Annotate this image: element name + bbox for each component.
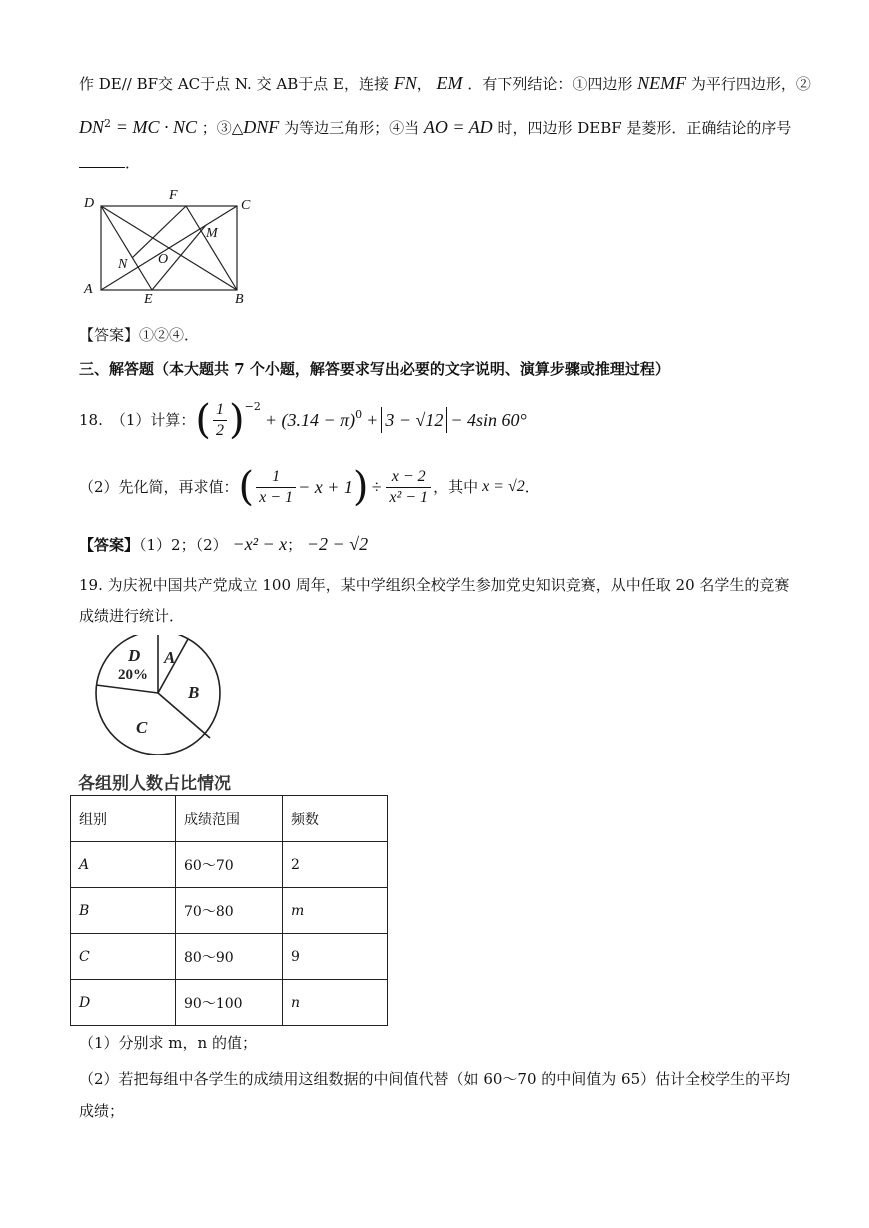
pie-label-a: A [164,648,176,667]
frac-half [213,400,227,441]
table-row [71,934,388,980]
label-f: F [169,188,178,203]
table-row [71,888,388,934]
label-o: O [158,252,169,267]
table-header: 频数 [283,796,388,842]
q17-answer: 【答案】①②④． [79,326,200,344]
q18-answer-sep: ； [287,536,303,554]
table-cell: m [283,888,388,934]
frac-half-num: 1 [213,400,227,421]
q19-sub2b: 成绩； [79,1102,125,1120]
pie-title: 各组别人数占比情况 [78,774,231,794]
q18-answer-label: 【答案】 [79,536,140,554]
answer-blank [79,153,125,168]
q18-part1 [79,396,527,444]
pie-label-d: D [128,646,141,665]
table-cell: B [71,888,176,934]
paren-close: ) [229,397,245,443]
frac-2-num: x − 2 [386,467,431,488]
exp-neg2: −2 [244,400,261,413]
label-d: D [84,196,95,211]
table-row [71,842,388,888]
q17-eq-rhs: = MC · NC [115,117,197,137]
q17-dnf: DNF [243,117,280,137]
q18-mid: − x + 1 [298,477,353,497]
table-cell: 2 [283,842,388,888]
table-cell: 60～70 [176,842,283,888]
pie-line-c-d [96,685,158,693]
table-cell: n [283,980,388,1026]
q17-line1 [79,72,811,95]
q18-term2: + (3.14 − π) [264,410,356,430]
table-header: 组别 [71,796,176,842]
q18-answer [79,533,368,556]
label-m: M [206,226,218,241]
q17-text-c: 为平行四边形，② [690,75,811,93]
q17-blank-end: ． [125,154,141,172]
table-cell: 80～90 [176,934,283,980]
q17-text-e: 为等边三角形；④当 [284,119,420,137]
section-3-heading: 三、解答题（本大题共 7 个小题，解答要求写出必要的文字说明、演算步骤或推理过程） [79,360,670,378]
q17-eq-sup: 2 [104,117,112,130]
table-cell: 90～100 [176,980,283,1026]
table-cell: D [71,980,176,1026]
pie-label-b: B [188,683,200,702]
q17-nemf: NEMF [637,73,687,93]
q17-ao-ad: AO = AD [423,117,493,137]
label-b: B [235,292,244,307]
paren-open-2: ( [238,464,255,510]
q17-fn: FN [393,73,417,93]
q19-sub1: （1）分别求 m，n 的值； [79,1034,257,1052]
q17-text-b: ．有下列结论：①四边形 [467,75,633,93]
table-cell: 9 [283,934,388,980]
q18-p1-prefix: （1）计算： [110,411,196,429]
q18-period: ． [524,478,540,496]
table-cell: A [71,842,176,888]
label-c: C [241,198,251,213]
pie-line-b-c [158,693,210,738]
table-cell: C [71,934,176,980]
q18-term4: − 4sin 60° [450,410,527,430]
seg-de [101,206,152,290]
q19-sub2a: （2）若把每组中各学生的成绩用这组数据的中间值代替（如 60～70 的中间值为 65）估计全校学生的平均 [79,1070,791,1088]
frac-2-den: x² − 1 [389,488,429,506]
q17-em: EM [436,73,463,93]
table-header-row [71,796,388,842]
paren-close-2: ) [352,464,369,510]
frac-2 [386,467,431,508]
q18-where: ，其中 [433,478,479,496]
label-n: N [118,257,128,272]
q19-line1: 19. 为庆祝中国共产党成立 100 周年，某中学组织全校学生参加党史知识竞赛，从中任取 20 名学生的竞赛 [79,576,790,594]
frac-half-den: 2 [216,421,225,439]
table-row [71,980,388,1026]
paren-open: ( [195,397,212,443]
frac-1-num: 1 [256,467,296,488]
q18-div: ÷ [371,477,382,497]
frequency-table [70,795,388,1026]
q17-text-f: 时，四边形 DEBF 是菱形．正确结论的序号 [497,119,792,137]
q18-xval: x = √2 [482,478,525,495]
q18-answer-val: −2 − √2 [306,534,369,554]
pie-chart [90,635,230,755]
label-e: E [144,292,153,307]
frac-1-den: x − 1 [259,488,294,506]
table-cell: 70～80 [176,888,283,934]
seg-fb [186,206,237,290]
label-a: A [84,282,93,297]
q18-number: 18. [79,411,103,429]
q17-text-a: 作 DE// BF交 AC于点 N. 交 AB于点 E，连接 [79,75,389,93]
exp-zero: 0 [355,408,363,421]
frac-1 [256,467,296,508]
q19-line2: 成绩进行统计． [79,607,185,625]
table-header: 成绩范围 [176,796,283,842]
rectangle-figure [78,185,258,310]
q17-line2 [79,113,791,139]
q17-line3 [79,152,140,174]
q17-text-d: ；③△ [201,119,244,137]
q17-sep: ， [416,75,432,93]
pie-label-c: C [136,718,148,737]
q18-part2 [79,462,540,512]
q18-plus: + [366,410,379,430]
q17-eq-lhs: DN [79,117,105,137]
q18-answer-1: （1）2；（2） [139,536,228,554]
q18-p2-prefix: （2）先化简，再求值： [79,478,239,496]
seg-fn [132,206,186,258]
q18-answer-expr: −x² − x [232,534,288,554]
pie-label-d-pct: 20% [118,667,148,683]
abs-value: 3 − √12 [381,407,447,433]
